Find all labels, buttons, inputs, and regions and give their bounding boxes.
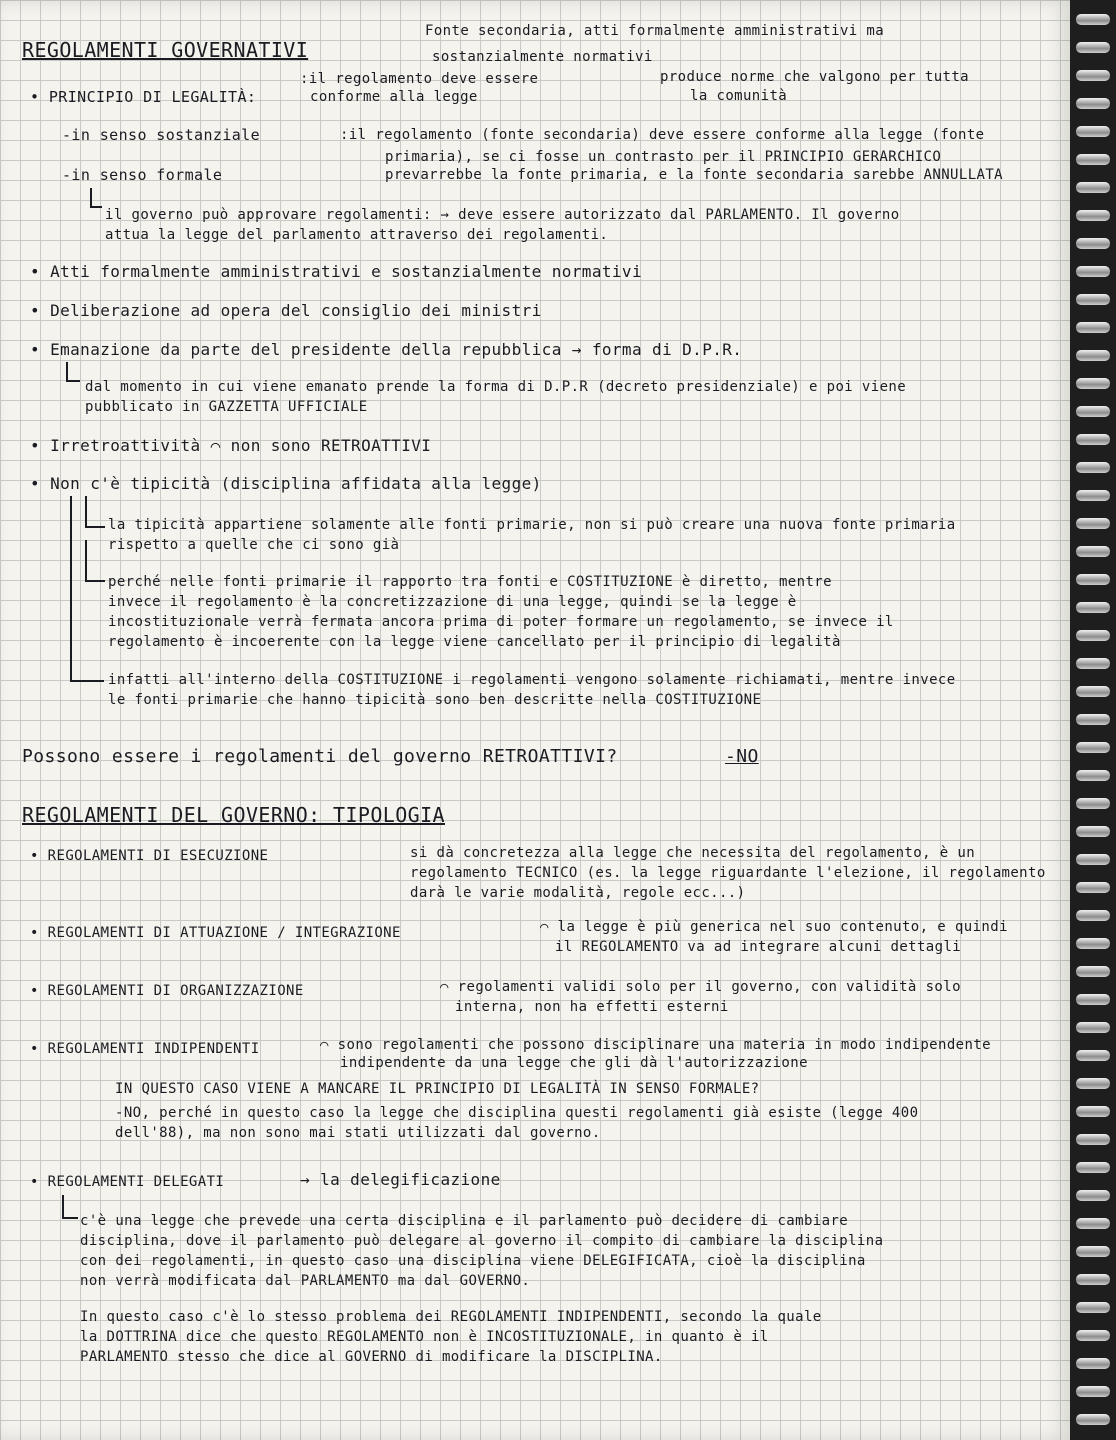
bullet-item: • Deliberazione ad opera del consiglio dei ministri — [30, 301, 542, 320]
section-heading: • PRINCIPIO DI LEGALITÀ: — [30, 88, 257, 106]
spiral-ring — [1076, 1106, 1110, 1117]
type-label: • REGOLAMENTI DELEGATI — [30, 1174, 225, 1190]
type-text: con dei regolamenti, in questo caso una disciplina viene DELEGIFICATA, cioè la disciplina — [80, 1253, 866, 1269]
spiral-ring — [1076, 1414, 1110, 1425]
spiral-ring — [1076, 854, 1110, 865]
spiral-ring — [1076, 574, 1110, 585]
spiral-ring — [1076, 1162, 1110, 1173]
spiral-ring — [1076, 630, 1110, 641]
list-item-text: perché nelle fonti primarie il rapporto tra fonti e COSTITUZIONE è diretto, mentre — [108, 574, 832, 590]
spiral-ring — [1076, 42, 1110, 53]
bracket-line — [70, 496, 72, 681]
spiral-ring — [1076, 210, 1110, 221]
type-text: darà le varie modalità, regole ecc...) — [410, 885, 746, 901]
legality-note: conforme alla legge — [310, 89, 478, 105]
spiral-ring — [1076, 1022, 1110, 1033]
type-text: → la delegificazione — [300, 1170, 501, 1189]
spiral-ring — [1076, 406, 1110, 417]
spiral-ring — [1076, 378, 1110, 389]
list-item-text: pubblicato in GAZZETTA UFFICIALE — [85, 399, 368, 415]
spiral-ring — [1076, 126, 1110, 137]
list-item-text: incostituzionale verrà fermata ancora prima di poter formare un regolamento, se invece il — [108, 614, 894, 630]
spiral-ring — [1076, 1190, 1110, 1201]
bracket-line — [85, 540, 105, 582]
list-item-text: primaria), se ci fosse un contrasto per il PRINCIPIO GERARCHICO — [385, 149, 942, 165]
spiral-ring — [1076, 966, 1110, 977]
type-question: IN QUESTO CASO VIENE A MANCARE IL PRINCIPIO DI LEGALITÀ IN SENSO FORMALE? — [115, 1081, 760, 1097]
list-item-text: infatti all'interno della COSTITUZIONE i regolamenti vengono solamente richiamati, mentre invece — [108, 672, 956, 688]
spiral-ring — [1076, 686, 1110, 697]
spiral-ring — [1076, 546, 1110, 557]
bracket-line — [90, 188, 102, 208]
type-label: • REGOLAMENTI DI ESECUZIONE — [30, 848, 269, 864]
type-text: -NO, perché in questo caso la legge che disciplina questi regolamenti già esiste (legge 400 — [115, 1105, 919, 1121]
spiral-ring — [1076, 1246, 1110, 1257]
bracket-line — [70, 660, 104, 682]
bullet-item: • Atti formalmente amministrativi e sostanzialmente normativi — [30, 262, 643, 281]
spiral-ring — [1076, 938, 1110, 949]
spiral-ring — [1076, 1050, 1110, 1061]
title-note: sostanzialmente normativi — [432, 49, 653, 65]
type-label: • REGOLAMENTI INDIPENDENTI — [30, 1041, 260, 1057]
spiral-ring — [1076, 462, 1110, 473]
list-item: -in senso sostanziale — [62, 126, 261, 144]
type-text: In questo caso c'è lo stesso problema dei REGOLAMENTI INDIPENDENTI, secondo la quale — [80, 1309, 822, 1325]
list-item-text: le fonti primarie che hanno tipicità sono ben descritte nella COSTITUZIONE — [108, 692, 762, 708]
list-item-text: attua la legge del parlamento attraverso dei regolamenti. — [105, 227, 609, 243]
spiral-ring — [1076, 98, 1110, 109]
list-item-text: il governo può approvare regolamenti: → deve essere autorizzato dal PARLAMENTO. Il governo — [105, 207, 900, 223]
spiral-ring — [1076, 742, 1110, 753]
page-title: REGOLAMENTI GOVERNATIVI — [22, 38, 309, 62]
type-text: il REGOLAMENTO va ad integrare alcuni dettagli — [555, 939, 962, 955]
spiral-ring — [1076, 182, 1110, 193]
spiral-ring — [1076, 238, 1110, 249]
legality-note: :il regolamento deve essere — [300, 71, 539, 87]
type-label: • REGOLAMENTI DI ATTUAZIONE / INTEGRAZIONE — [30, 925, 401, 941]
bullet-item: • Irretroattività ⌒ non sono RETROATTIVI — [30, 436, 432, 455]
section-title: REGOLAMENTI DEL GOVERNO: TIPOLOGIA — [22, 803, 445, 827]
bracket-line — [85, 496, 105, 528]
bracket-line — [66, 362, 80, 382]
list-item-text: la tipicità appartiene solamente alle fonti primarie, non si può creare una nuova fonte primaria — [108, 517, 956, 533]
title-note: produce norme che valgono per tutta — [660, 69, 970, 85]
type-text: c'è una legge che prevede una certa disciplina e il parlamento può decidere di cambiare — [80, 1213, 849, 1229]
list-item-text: rispetto a quelle che ci sono già — [108, 537, 400, 553]
list-item-text: invece il regolamento è la concretizzazione di una legge, quindi se la legge è — [108, 594, 797, 610]
type-text: ⌒ la legge è più generica nel suo contenuto, e quindi — [540, 919, 1008, 935]
spiral-ring — [1076, 1358, 1110, 1369]
spiral-ring — [1076, 882, 1110, 893]
spiral-ring — [1076, 1078, 1110, 1089]
spiral-ring — [1076, 1274, 1110, 1285]
question-text: Possono essere i regolamenti del governo RETROATTIVI? — [22, 746, 618, 767]
spiral-ring — [1076, 1330, 1110, 1341]
list-item-text: prevarrebbe la fonte primaria, e la fonte secondaria sarebbe ANNULLATA — [385, 167, 1004, 183]
type-label: • REGOLAMENTI DI ORGANIZZAZIONE — [30, 983, 304, 999]
spiral-ring — [1076, 602, 1110, 613]
spiral-ring — [1076, 1386, 1110, 1397]
spiral-ring — [1076, 658, 1110, 669]
type-text: disciplina, dove il parlamento può delegare al governo il compito di cambiare la disciplina — [80, 1233, 884, 1249]
spiral-ring — [1076, 826, 1110, 837]
spiral-ring — [1076, 714, 1110, 725]
type-text: PARLAMENTO stesso che dice al GOVERNO di modificare la DISCIPLINA. — [80, 1349, 663, 1365]
type-text: regolamento TECNICO (es. la legge riguardante l'elezione, il regolamento — [410, 865, 1046, 881]
bracket-line — [62, 1195, 78, 1219]
type-text: dell'88), ma non sono mai stati utilizzati dal governo. — [115, 1125, 601, 1141]
title-note: la comunità — [690, 88, 788, 104]
spiral-ring — [1076, 14, 1110, 25]
spiral-ring — [1076, 434, 1110, 445]
list-item-text: dal momento in cui viene emanato prende la forma di D.P.R (decreto presidenziale) e poi viene — [85, 379, 907, 395]
spiral-ring — [1076, 994, 1110, 1005]
list-item-text: regolamento è incoerente con la legge viene cancellato per il principio di legalità — [108, 634, 841, 650]
type-text: ⌒ regolamenti validi solo per il governo, con validità solo — [440, 979, 961, 995]
spiral-ring — [1076, 350, 1110, 361]
spiral-ring — [1076, 294, 1110, 305]
spiral-ring — [1076, 70, 1110, 81]
notebook-spiral-binding — [1070, 0, 1116, 1440]
type-text: la DOTTRINA dice che questo REGOLAMENTO non è INCOSTITUZIONALE, in quanto è il — [80, 1329, 769, 1345]
spiral-ring — [1076, 798, 1110, 809]
spiral-ring — [1076, 910, 1110, 921]
type-text: ⌒ sono regolamenti che possono disciplinare una materia in modo indipendente — [320, 1037, 991, 1053]
spiral-ring — [1076, 266, 1110, 277]
spiral-ring — [1076, 518, 1110, 529]
spiral-ring — [1076, 322, 1110, 333]
list-item-text: :il regolamento (fonte secondaria) deve essere conforme alla legge (fonte — [340, 127, 985, 143]
spiral-ring — [1076, 1218, 1110, 1229]
title-note: Fonte secondaria, atti formalmente amministrativi ma — [425, 23, 885, 39]
spiral-ring — [1076, 1134, 1110, 1145]
spiral-ring — [1076, 154, 1110, 165]
type-text: indipendente da una legge che gli dà l'autorizzazione — [340, 1055, 808, 1071]
answer-text: -NO — [725, 746, 759, 767]
bullet-item: • Emanazione da parte del presidente della repubblica → forma di D.P.R. — [30, 340, 743, 359]
type-text: si dà concretezza alla legge che necessita del regolamento, è un — [410, 845, 976, 861]
bullet-item: • Non c'è tipicità (disciplina affidata alla legge) — [30, 474, 542, 493]
spiral-ring — [1076, 770, 1110, 781]
type-text: interna, non ha effetti esterni — [455, 999, 729, 1015]
list-item: -in senso formale — [62, 166, 223, 184]
spiral-ring — [1076, 1302, 1110, 1313]
spiral-ring — [1076, 490, 1110, 501]
type-text: non verrà modificata dal PARLAMENTO ma dal GOVERNO. — [80, 1273, 531, 1289]
